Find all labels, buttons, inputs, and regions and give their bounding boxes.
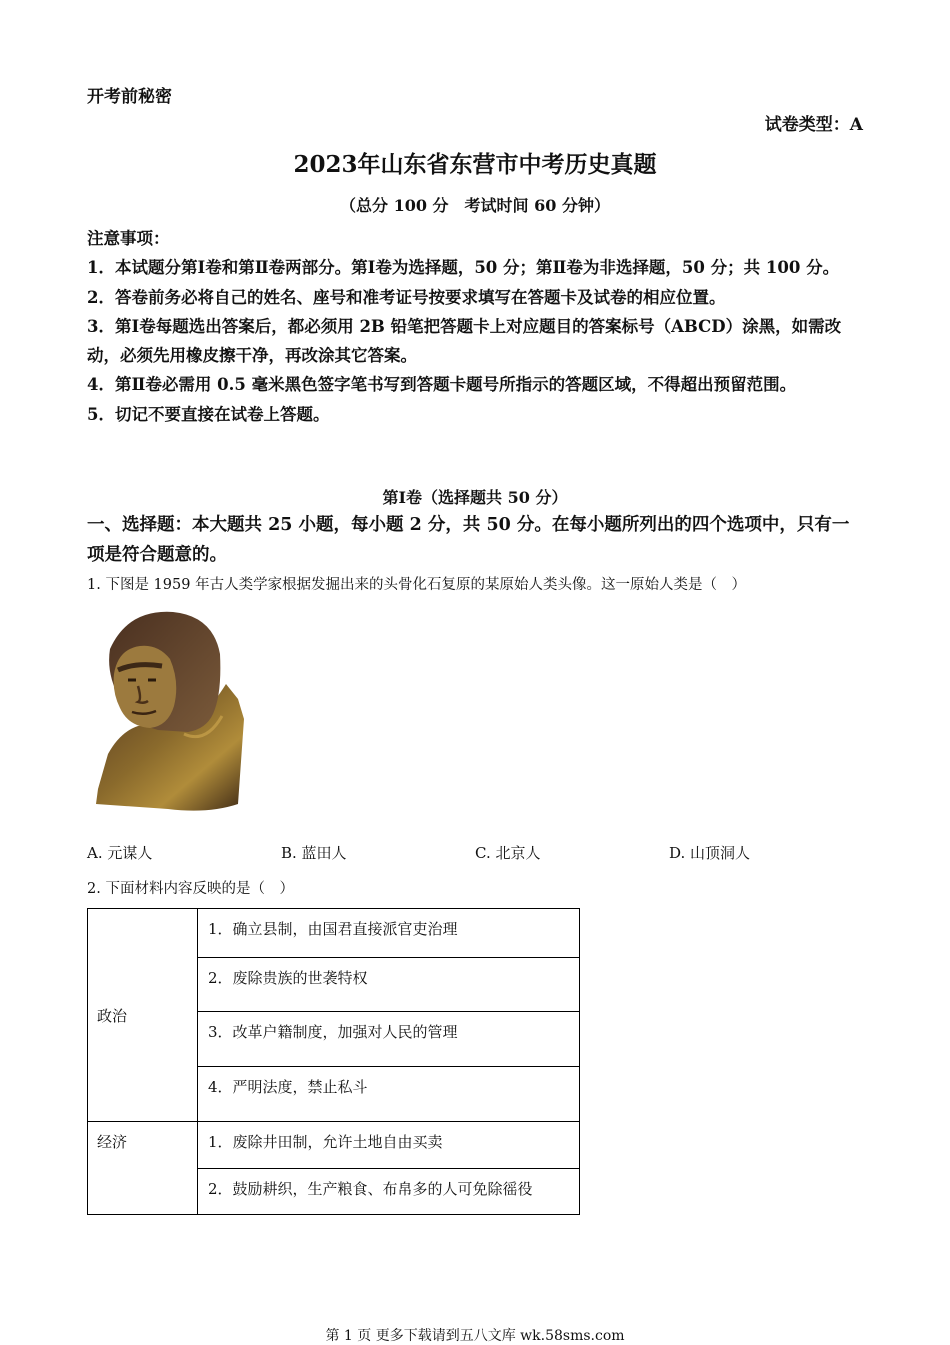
- section-title: 第Ⅰ卷（选择题共 50 分）: [382, 488, 568, 507]
- question-1-stem: 1. 下图是 1959 年古人类学家根据发掘出来的头骨化石复原的某原始人类头像。这一原始人类是（ ）: [87, 577, 747, 593]
- category-economy: 经济: [88, 1122, 198, 1215]
- notice-item: 2．答卷前务必将自己的姓名、座号和准考证号按要求填写在答题卡及试卷的相应位置。: [87, 287, 726, 307]
- paper-type-label: 试卷类型：A: [764, 115, 863, 135]
- table-cell: 2．废除贵族的世袭特权: [198, 958, 580, 1012]
- option-d: D. 山顶洞人: [669, 844, 751, 862]
- notice-item: 4．第Ⅱ卷必需用 0.5 毫米黑色签字笔书写到答题卡题号所指示的答题区域，不得超出预留范围。: [87, 375, 797, 395]
- option-b: B. 蓝田人: [281, 844, 347, 862]
- table-cell: 2．鼓励耕织，生产粮食、布帛多的人可免除徭役: [198, 1169, 580, 1215]
- notice-heading: 注意事项：: [87, 229, 170, 248]
- question-2-stem: 2. 下面材料内容反映的是（ ）: [87, 881, 294, 897]
- category-politics: 政治: [88, 909, 198, 1122]
- exam-subtitle: （总分 100 分 考试时间 60 分钟）: [340, 196, 610, 215]
- table-row: [88, 1122, 580, 1169]
- option-c: C. 北京人: [475, 844, 541, 862]
- table-cell: 4．严明法度，禁止私斗: [198, 1067, 580, 1122]
- notice-item: 3．第Ⅰ卷每题选出答案后，都必须用 2B 铅笔把答题卡上对应题目的答案标号（ABCD）涂黑，如需改动，必须先用橡皮擦干净，再改涂其它答案。: [87, 316, 842, 366]
- section-instruction: 一、选择题：本大题共 25 小题，每小题 2 分，共 50 分。在每小题所列出的四个选项中，只有一项是符合题意的。: [87, 515, 850, 565]
- exam-title: 2023年山东省东营市中考历史真题: [293, 151, 657, 178]
- notice-item: 1．本试题分第Ⅰ卷和第Ⅱ卷两部分。第Ⅰ卷为选择题，50 分；第Ⅱ卷为非选择题，50 分；共 100 分。: [87, 258, 840, 278]
- notice-block: [87, 224, 863, 429]
- table-cell: 3．改革户籍制度，加强对人民的管理: [198, 1012, 580, 1067]
- confidential-label: 开考前秘密: [87, 87, 172, 107]
- table-cell: 1．废除井田制，允许土地自由买卖: [198, 1122, 580, 1169]
- hominid-bust-image: [88, 604, 244, 814]
- table-row: [88, 909, 580, 958]
- table-cell: 1．确立县制，由国君直接派官吏治理: [198, 909, 580, 958]
- notice-item: 5．切记不要直接在试卷上答题。: [87, 404, 330, 424]
- page-footer: 第 1 页 更多下载请到五八文库 wk.58sms.com: [325, 1328, 625, 1344]
- reform-table: [87, 908, 580, 1215]
- option-a: A. 元谋人: [87, 844, 153, 862]
